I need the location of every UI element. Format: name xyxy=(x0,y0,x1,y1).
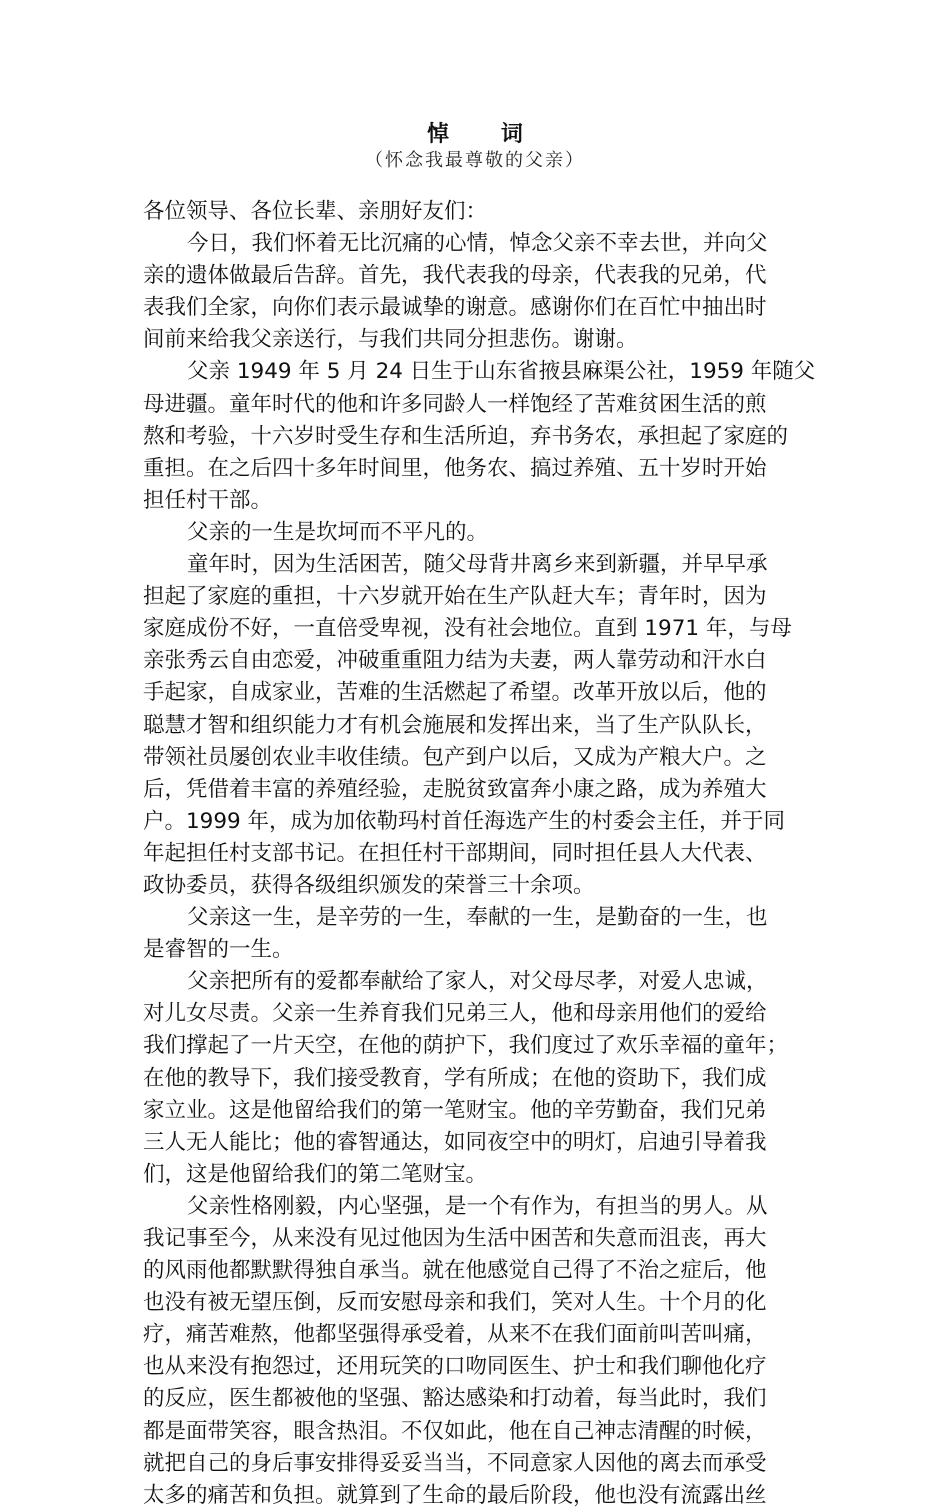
text-line: 我记事至今，从来没有见过他因为生活中困苦和失意而沮丧，再大 xyxy=(143,1226,767,1251)
text-line: 各位领导、各位长辈、亲朋好友们： xyxy=(143,199,488,224)
text-line: 熬和考验，十六岁时受生存和生活所迫，弃书务农，承担起了家庭的 xyxy=(143,423,789,449)
document-title: 悼 词 xyxy=(427,122,545,147)
text-line: 带领社员屡创农业丰收佳绩。包产到户以后，又成为产粮大户。之 xyxy=(143,744,767,770)
text-line: 三人无人能比；他的睿智通达，如同夜空中的明灯，启迪引导着我 xyxy=(143,1129,767,1155)
text-line: 对儿女尽责。父亲一生养育我们兄弟三人，他和母亲用他们的爱给 xyxy=(143,1001,767,1027)
text-line: 表我们全家，向你们表示最诚挚的谢意。感谢你们在百忙中抽出时 xyxy=(143,295,767,321)
text-line: 太多的痛苦和负担。就算到了生命的最后阶段，他也没有流露出丝 xyxy=(143,1482,767,1508)
text-line: 户。1999 年，成为加依勒玛村首任海选产生的村委会主任，并于同 xyxy=(143,808,786,834)
text-line: 父亲把所有的爱都奉献给了家人，对父母尽孝，对爱人忠诚， xyxy=(187,969,768,995)
eulogy-body xyxy=(143,196,816,1512)
text-line: 的反应，医生都被他的坚强、豁达感染和打动着，每当此时，我们 xyxy=(143,1386,767,1412)
text-line: 也没有被无望压倒，反而安慰母亲和我们，笑对人生。十个月的化 xyxy=(143,1290,767,1316)
text-line: 在他的教导下，我们接受教育，学有所成；在他的资助下，我们成 xyxy=(143,1065,767,1091)
text-line: 后，凭借着丰富的养殖经验，走脱贫致富奔小康之路，成为养殖大 xyxy=(143,776,767,802)
text-line: 间前来给我父亲送行，与我们共同分担悲伤。谢谢。 xyxy=(143,327,638,353)
text-line: 的风雨他都默默得独自承当。就在他感觉自己得了不治之症后，他 xyxy=(143,1258,767,1284)
text-line: 今日，我们怀着无比沉痛的心情，悼念父亲不幸去世，并向父 xyxy=(187,231,768,257)
text-line: 父亲性格刚毅，内心坚强，是一个有作为，有担当的男人。从 xyxy=(187,1193,768,1219)
text-line: 童年时，因为生活困苦，随父母背井离乡来到新疆，并早早承 xyxy=(187,552,768,578)
text-line: 政协委员，获得各级组织颁发的荣誉三十余项。 xyxy=(143,872,595,898)
document-subtitle: （怀念我最尊敬的父亲） xyxy=(365,150,585,171)
text-line: 疗，痛苦难熬，他都坚强得承受着，从来不在我们面前叫苦叫痛， xyxy=(143,1322,767,1348)
text-line: 也从来没有抱怨过，还用玩笑的口吻同医生、护士和我们聊他化疗 xyxy=(143,1354,767,1380)
text-line: 们，这是他留给我们的第二笔财宝。 xyxy=(143,1161,488,1187)
text-line: 年起担任村支部书记。在担任村干部期间，同时担任县人大代表、 xyxy=(143,840,767,866)
text-line: 家立业。这是他留给我们的第一笔财宝。他的辛劳勤奋，我们兄弟 xyxy=(143,1097,767,1123)
text-line: 担任村干部。 xyxy=(143,487,273,513)
text-line: 是睿智的一生。 xyxy=(143,937,294,963)
text-line: 父亲 1949 年 5 月 24 日生于山东省掖县麻渠公社，1959 年随父 xyxy=(187,359,816,385)
text-line: 家庭成份不好，一直倍受卑视，没有社会地位。直到 1971 年，与母 xyxy=(143,616,792,642)
text-line: 手起家，自成家业，苦难的生活燃起了希望。改革开放以后，他的 xyxy=(143,680,767,706)
text-line: 都是面带笑容，眼含热泪。不仅如此，他在自己神志清醒的时候， xyxy=(143,1418,767,1444)
text-line: 聪慧才智和组织能力才有机会施展和发挥出来，当了生产队队长， xyxy=(143,712,767,738)
text-line: 就把自己的身后事安排得妥妥当当，不同意家人因他的离去而承受 xyxy=(143,1450,767,1476)
text-line: 担起了家庭的重担，十六岁就开始在生产队赶大车；青年时，因为 xyxy=(143,584,767,610)
text-line: 父亲这一生，是辛劳的一生，奉献的一生，是勤奋的一生，也 xyxy=(187,905,768,931)
text-line: 父亲的一生是坎坷而不平凡的。 xyxy=(187,519,489,545)
text-line: 亲张秀云自由恋爱，冲破重重阻力结为夫妻，两人靠劳动和汗水白 xyxy=(143,648,767,674)
text-line: 亲的遗体做最后告辞。首先，我代表我的母亲，代表我的兄弟，代 xyxy=(143,263,767,289)
text-line: 我们撑起了一片天空，在他的荫护下，我们度过了欢乐幸福的童年； xyxy=(143,1033,789,1059)
text-line: 重担。在之后四十多年时间里，他务农、搞过养殖、五十岁时开始 xyxy=(143,455,767,481)
text-line: 母进疆。童年时代的他和许多同龄人一样饱经了苦难贫困生活的煎 xyxy=(143,391,767,417)
